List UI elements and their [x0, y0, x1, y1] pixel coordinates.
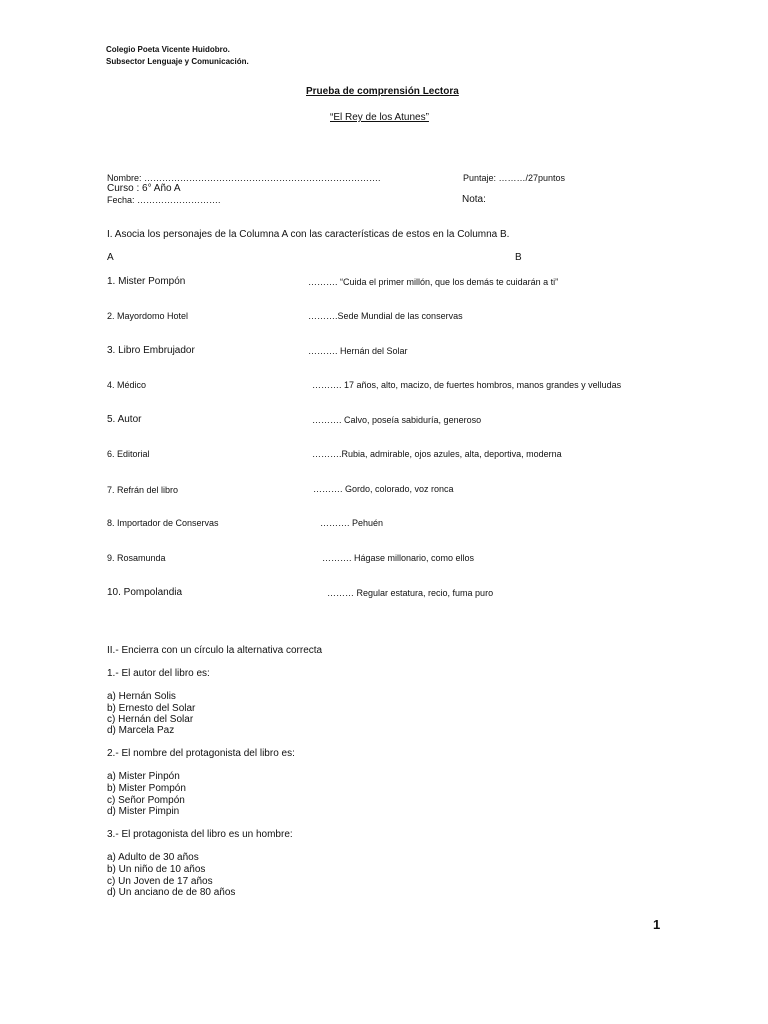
column-b-header: B	[515, 252, 522, 263]
section2-instruction: II.- Encierra con un círculo la alternativa correcta	[107, 645, 323, 656]
column-a-item: 9. Rosamunda	[107, 553, 166, 563]
column-b-item: ………. Calvo, poseía sabiduría, generoso	[312, 415, 482, 425]
question-text: 2.- El nombre del protagonista del libro es:	[107, 748, 295, 759]
page-number: 1	[653, 917, 661, 932]
answer-option: d) Mister Pimpin	[107, 806, 180, 817]
column-b-item: ………. Hernán del Solar	[308, 346, 408, 356]
column-a-header: A	[107, 252, 114, 263]
section1-instruction: I. Asocia los personajes de la Columna A con las características de estos en la Columna B.	[107, 229, 510, 240]
column-b-item: ……….Rubia, admirable, ojos azules, alta, deportiva, moderna	[312, 449, 562, 459]
field-puntaje: Puntaje: ………/27puntos	[463, 173, 566, 183]
question-text: 3.- El protagonista del libro es un hombre:	[107, 829, 293, 840]
column-a-item: 3. Libro Embrujador	[107, 345, 195, 356]
answer-option: d) Marcela Paz	[107, 725, 175, 736]
document-title: Prueba de comprensión Lectora	[306, 86, 459, 97]
question-text: 1.- El autor del libro es:	[107, 668, 210, 679]
field-fecha: Fecha: ……………………….	[107, 195, 221, 205]
answer-option: c) Hernán del Solar	[107, 714, 194, 725]
answer-option: c) Señor Pompón	[107, 795, 185, 806]
field-nombre: Nombre: …………………………………………………………………….	[107, 173, 381, 183]
column-b-item: ………. 17 años, alto, macizo, de fuertes hombros, manos grandes y velludas	[312, 380, 622, 390]
column-a-item: 10. Pompolandia	[107, 587, 183, 598]
document-subtitle: “El Rey de los Atunes”	[330, 112, 429, 123]
column-a-item: 1. Mister Pompón	[107, 276, 186, 287]
answer-option: d) Un anciano de de 80 años	[107, 887, 236, 898]
column-a-item: 5. Autor	[107, 414, 142, 425]
answer-option: b) Un niño de 10 años	[107, 864, 206, 875]
subject-name: Subsector Lenguaje y Comunicación.	[106, 57, 249, 66]
column-b-item: ……… Regular estatura, recio, fuma puro	[327, 588, 494, 598]
answer-option: a) Adulto de 30 años	[107, 852, 199, 863]
column-b-item: ……….Sede Mundial de las conservas	[308, 311, 463, 321]
answer-option: c) Un Joven de 17 años	[107, 876, 213, 887]
school-name: Colegio Poeta Vicente Huidobro.	[106, 45, 230, 54]
column-b-item: ………. “Cuida el primer millón, que los demás te cuidarán a ti”	[308, 277, 559, 287]
column-b-item: ………. Hágase millonario, como ellos	[322, 553, 475, 563]
field-nota: Nota:	[462, 194, 486, 205]
column-a-item: 7. Refrán del libro	[107, 485, 179, 495]
answer-option: b) Ernesto del Solar	[107, 703, 196, 714]
column-b-item: ………. Gordo, colorado, voz ronca	[313, 484, 454, 494]
field-curso: Curso : 6° Año A	[107, 183, 181, 194]
column-b-item: ………. Pehuén	[320, 518, 384, 528]
answer-option: b) Mister Pompón	[107, 783, 186, 794]
column-a-item: 4. Médico	[107, 380, 147, 390]
answer-option: a) Hernán Solis	[107, 691, 176, 702]
column-a-item: 8. Importador de Conservas	[107, 518, 219, 528]
column-a-item: 6. Editorial	[107, 449, 150, 459]
column-a-item: 2. Mayordomo Hotel	[107, 311, 189, 321]
answer-option: a) Mister Pinpón	[107, 771, 180, 782]
